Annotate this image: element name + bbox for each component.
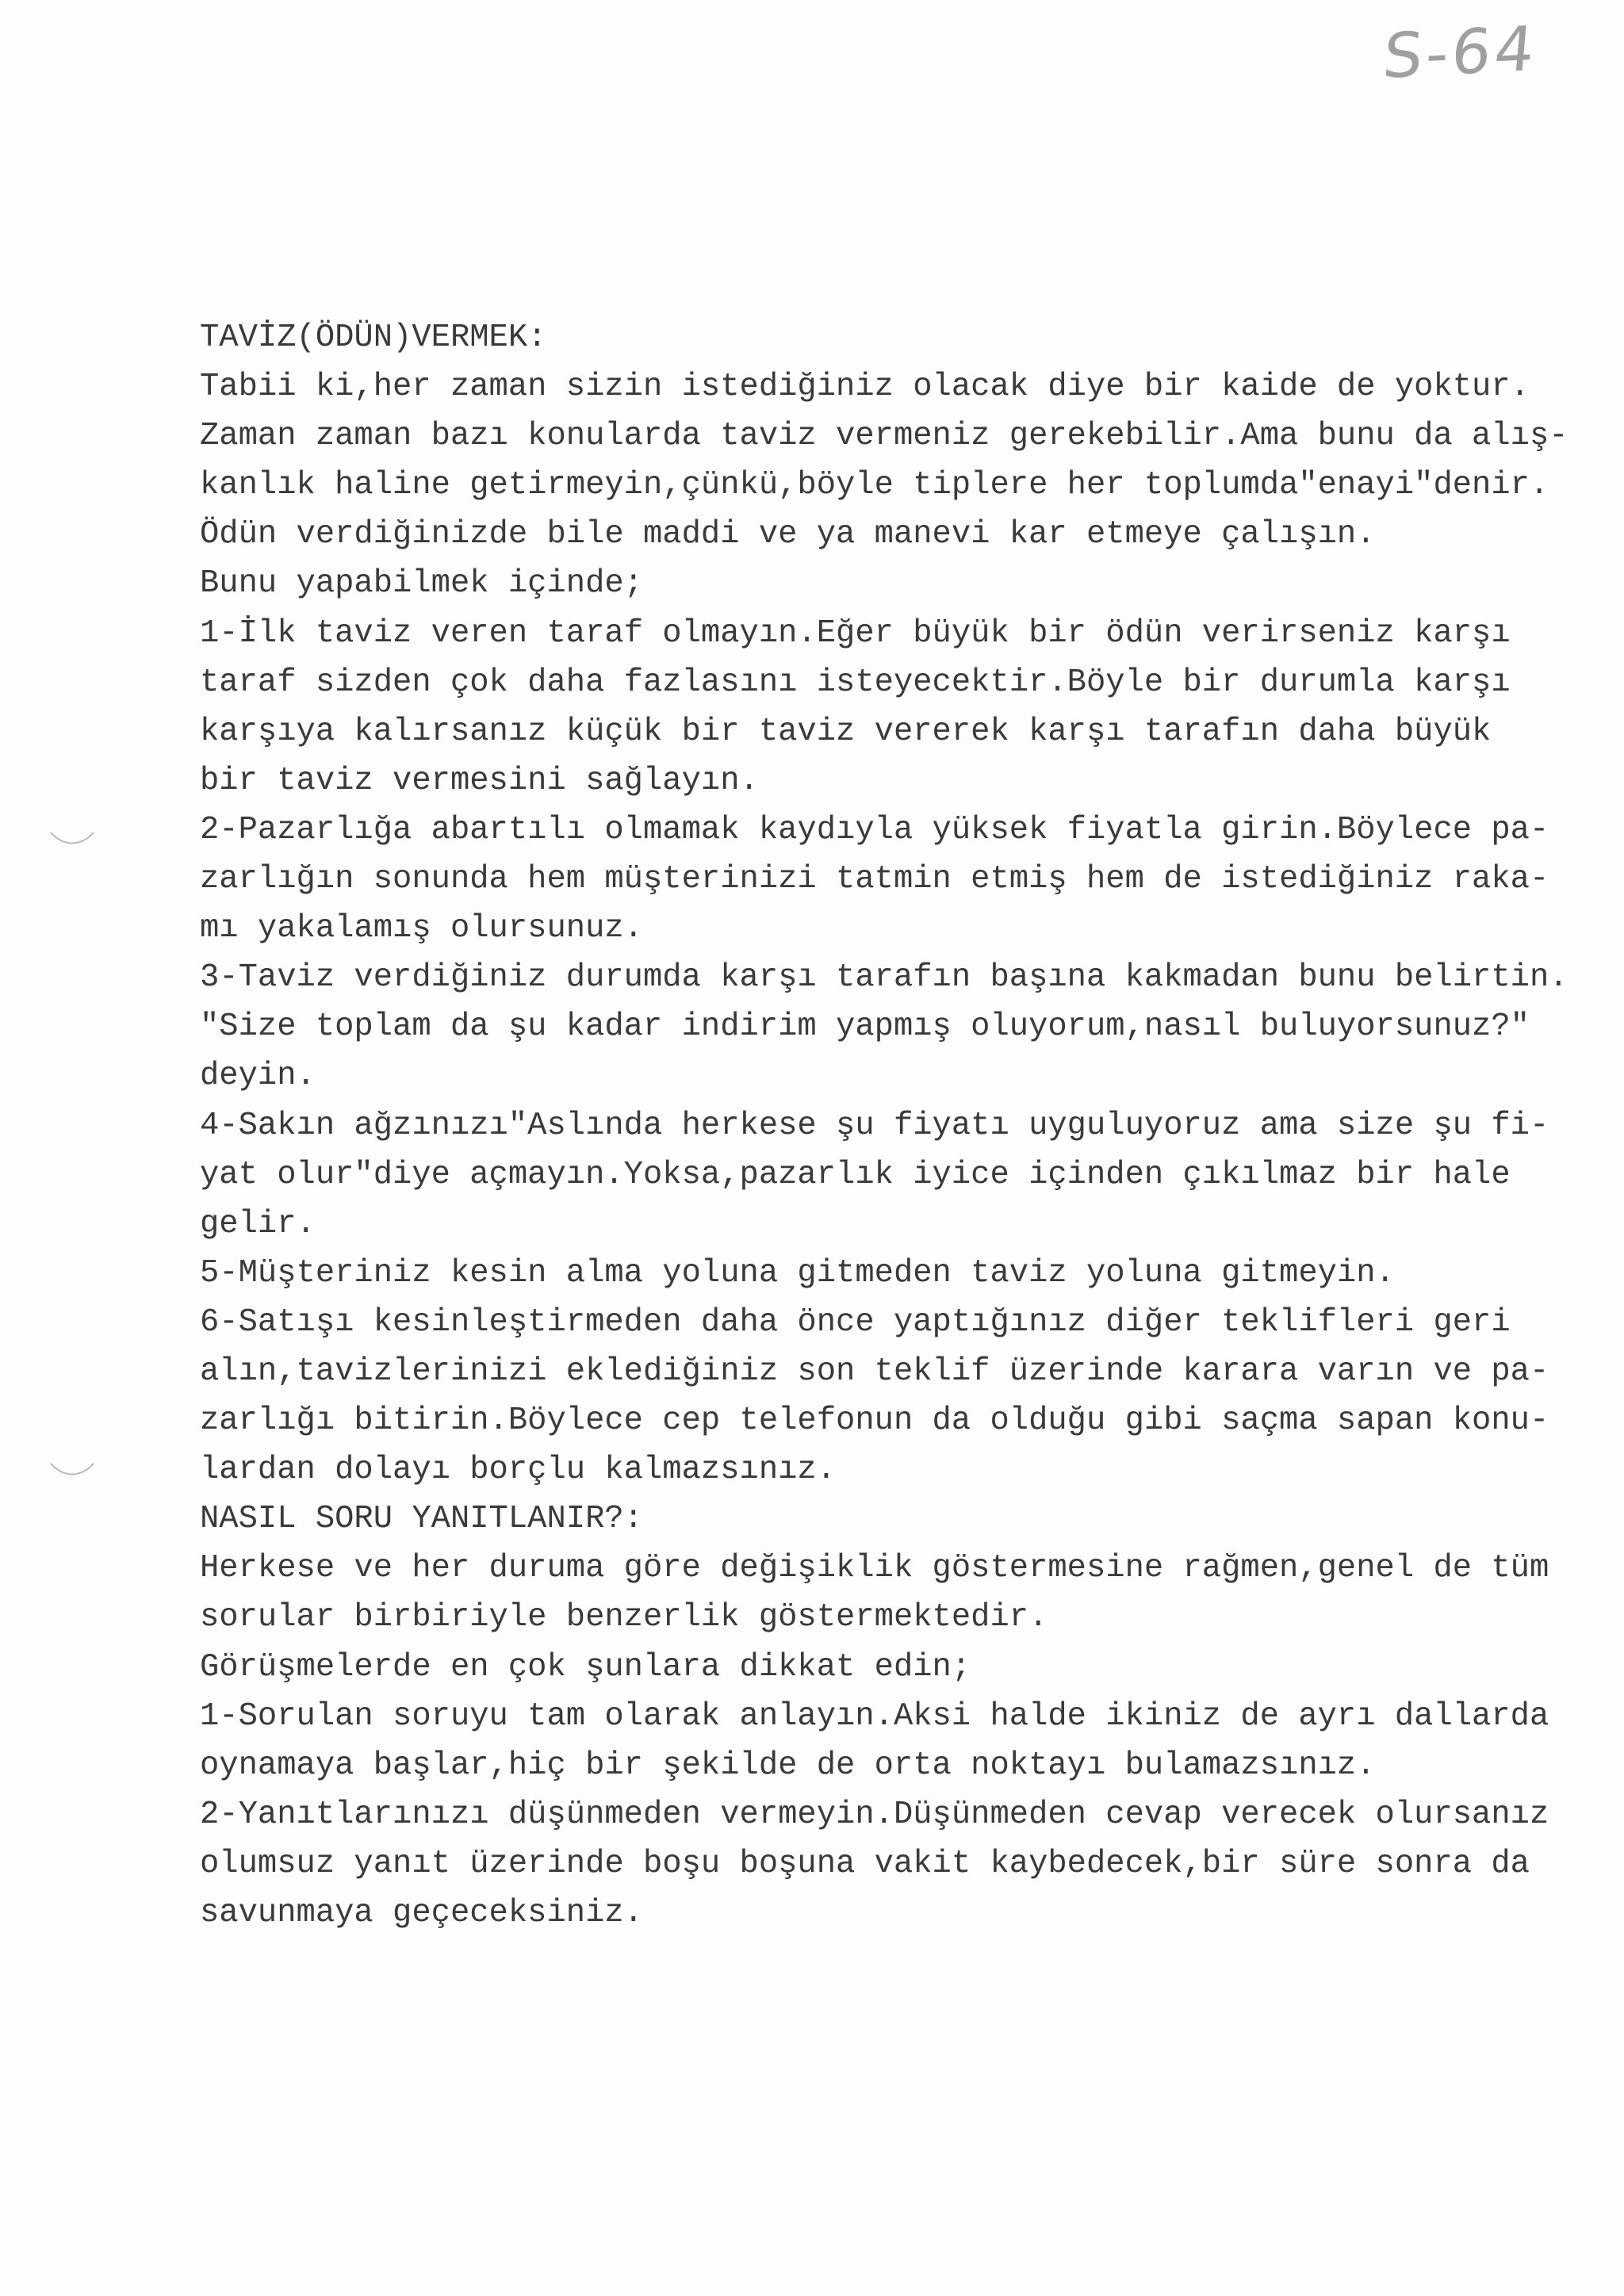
text-line: 6-Satışı kesinleştirmeden daha önce yaptığınız diğer teklifleri geri xyxy=(200,1303,1511,1341)
text-line: taraf sizden çok daha fazlasını isteyecektir.Böyle bir durumla karşı xyxy=(200,664,1511,701)
document-body xyxy=(200,313,1611,1938)
text-line: 1-İlk taviz veren taraf olmayın.Eğer büyük bir ödün verirseniz karşı xyxy=(200,614,1511,652)
text-line: 2-Pazarlığa abartılı olmamak kaydıyla yüksek fiyatla girin.Böylece pa- xyxy=(200,811,1549,848)
text-line: 2-Yanıtlarınızı düşünmeden vermeyin.Düşünmeden cevap verecek olursanız xyxy=(200,1796,1549,1833)
text-line: Zaman zaman bazı konularda taviz vermeniz gerekebilir.Ama bunu da alış- xyxy=(200,418,1568,455)
section-heading: TAVİZ(ÖDÜN)VERMEK: xyxy=(200,320,547,356)
text-line: yat olur"diye açmayın.Yoksa,pazarlık iyice içinden çıkılmaz bir hale xyxy=(200,1156,1511,1193)
text-line: olumsuz yanıt üzerinde boşu boşuna vakit kaybedecek,bir süre sonra da xyxy=(200,1845,1530,1882)
text-line: 4-Sakın ağzınızı"Aslında herkese şu fiyatı uyguluyoruz ama size şu fi- xyxy=(200,1107,1549,1144)
handwritten-page-number: S-64 xyxy=(1380,13,1541,93)
text-line: zarlığın sonunda hem müşterinizi tatmin etmiş hem de istediğiniz raka- xyxy=(200,861,1549,898)
text-line: deyin. xyxy=(200,1058,316,1095)
text-line: Tabii ki,her zaman sizin istediğiniz olacak diye bir kaide de yoktur. xyxy=(200,369,1530,406)
text-line: lardan dolayı borçlu kalmazsınız. xyxy=(200,1452,837,1489)
text-line: savunmaya geçeceksiniz. xyxy=(200,1895,643,1931)
text-line: mı yakalamış olursunuz. xyxy=(200,910,643,947)
text-line: kanlık haline getirmeyin,çünkü,böyle tiplere her toplumda"enayi"denir. xyxy=(200,467,1549,504)
text-line: Ödün verdiğinizde bile maddi ve ya manevi kar etmeye çalışın. xyxy=(200,516,1376,553)
text-line: 3-Taviz verdiğiniz durumda karşı tarafın başına kakmadan bunu belirtin. xyxy=(200,959,1568,997)
text-line: Görüşmelerde en çok şunlara dikkat edin; xyxy=(200,1648,971,1686)
text-line: "Size toplam da şu kadar indirim yapmış oluyorum,nasıl buluyorsunuz?" xyxy=(200,1008,1530,1046)
text-line: zarlığı bitirin.Böylece cep telefonun da olduğu gibi saçma sapan konu- xyxy=(200,1402,1549,1440)
text-line: alın,tavizlerinizi eklediğiniz son teklif üzerinde karara varın ve pa- xyxy=(200,1353,1549,1390)
section-heading: NASIL SORU YANITLANIR?: xyxy=(200,1501,643,1538)
text-line: 1-Sorulan soruyu tam olarak anlayın.Aksi halde ikiniz de ayrı dallarda xyxy=(200,1697,1549,1735)
text-line: gelir. xyxy=(200,1205,316,1242)
text-line: karşıya kalırsanız küçük bir taviz vererek karşı tarafın daha büyük xyxy=(200,713,1492,750)
punch-hole-mark xyxy=(49,829,95,850)
text-line: bir taviz vermesini sağlayın. xyxy=(200,762,759,799)
text-line: oynamaya başlar,hiç bir şekilde de orta noktayı bulamazsınız. xyxy=(200,1747,1376,1784)
text-line: Bunu yapabilmek içinde; xyxy=(200,565,643,603)
punch-hole-mark xyxy=(49,1460,95,1481)
text-line: sorular birbiriyle benzerlik göstermektedir. xyxy=(200,1599,1048,1636)
text-line: Herkese ve her duruma göre değişiklik göstermesine rağmen,genel de tüm xyxy=(200,1550,1549,1587)
text-line: 5-Müşteriniz kesin alma yoluna gitmeden taviz yoluna gitmeyin. xyxy=(200,1254,1395,1292)
